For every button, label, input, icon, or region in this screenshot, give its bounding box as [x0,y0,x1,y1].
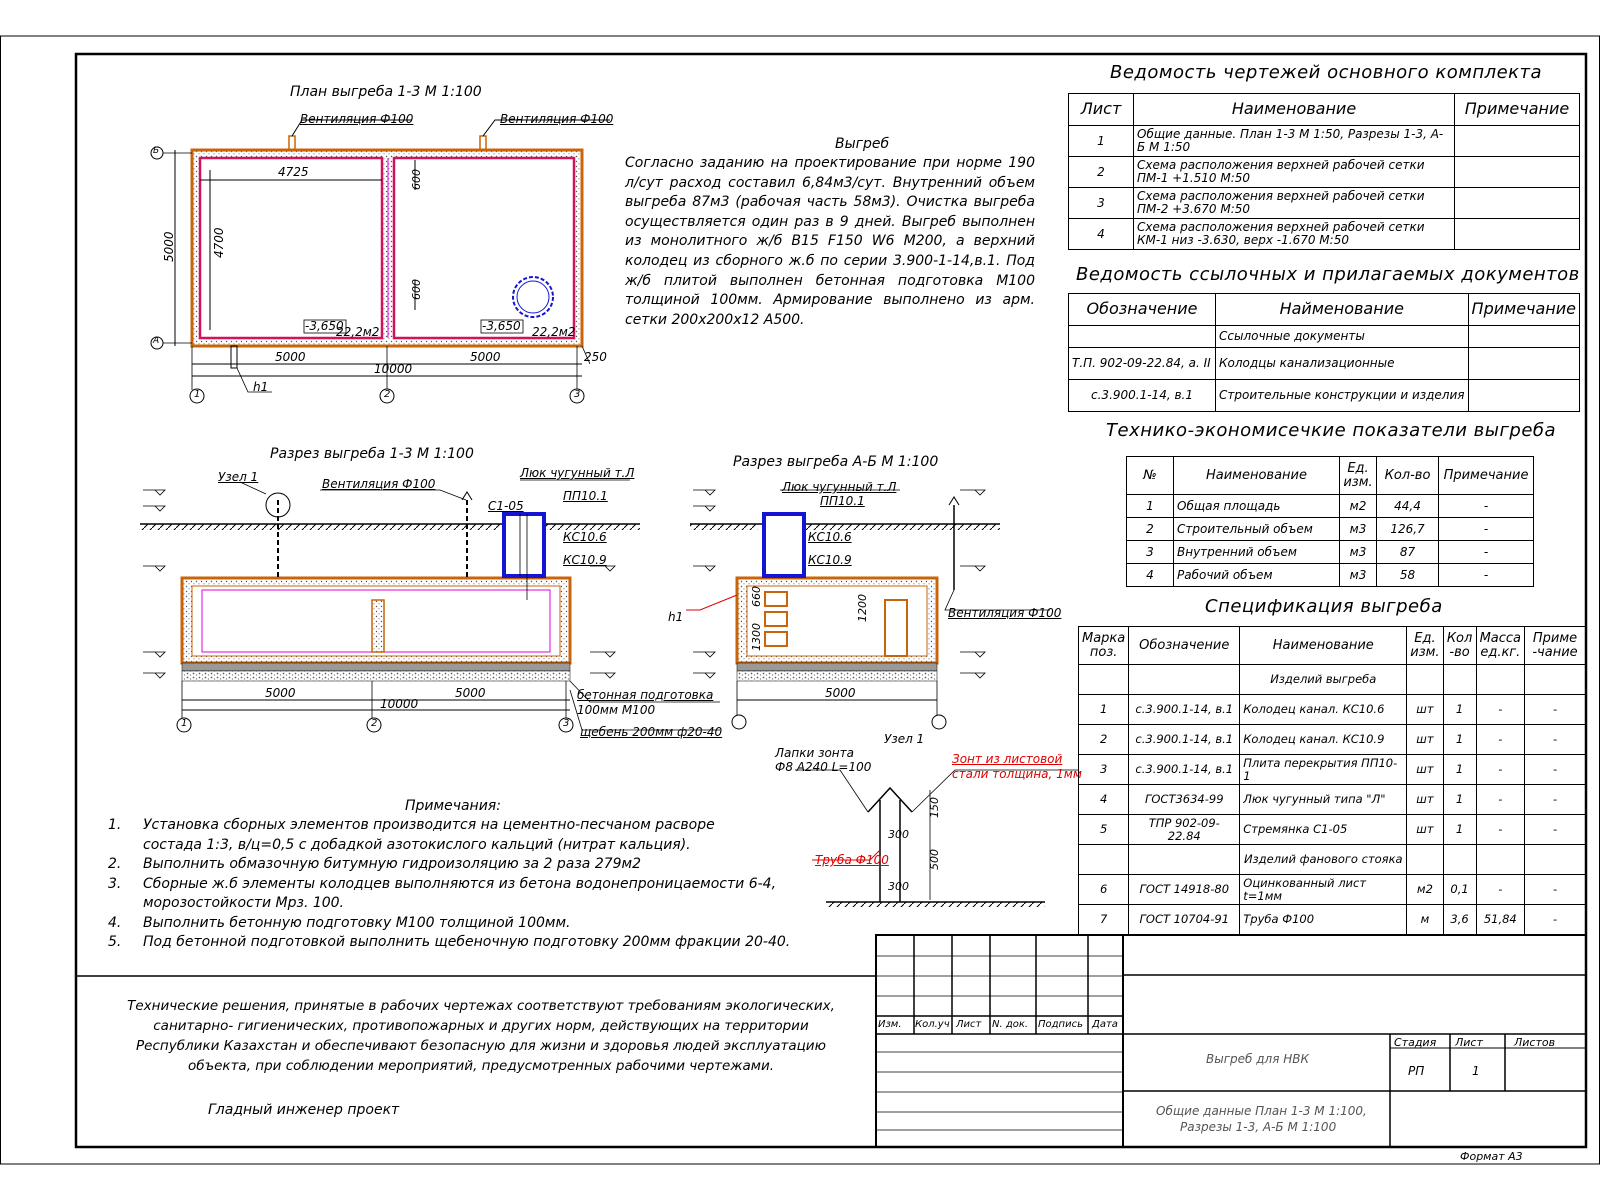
cell: Рабочий объем [1174,564,1340,587]
cell: - [1476,695,1524,725]
spec-row [1079,755,1586,785]
note-line [108,875,828,895]
section13-dim-total: 10000 [380,697,419,711]
note-line [108,914,828,934]
cell: Оцинкованный лист t=1мм [1240,875,1407,905]
plan-area-left: 22,2м2 [336,325,380,339]
cell: 1 [1443,815,1476,845]
compliance-line: объекта, при соблюдении мероприятий, предусмотренных рабочими чертежами. [187,1058,775,1074]
note-text: Выполнить обмазочную битумную гидроизоляцию за 2 раза 279м2 [143,856,642,872]
plan-axis-3: 3 [574,389,581,400]
cell: 3 [1069,188,1134,219]
section13-node: Узел 1 [218,470,259,484]
stamp-col-signature: Подпись [1038,1019,1083,1030]
cell: 51,84 [1476,905,1524,935]
cell [1443,845,1476,875]
note-line [108,855,828,875]
cell: м2 [1407,875,1443,905]
refs-header-designation: Обозначение [1069,294,1216,326]
refs-row [1069,348,1580,380]
plan-dim-height-outer: 5000 [162,231,176,262]
note-text: Сборные ж.б элементы колодцев выполняются из бетона водонепроницаемости 6-4, [143,875,777,892]
section13-title: Разрез выгреба 1-3 М 1:100 [270,446,474,462]
note-text: Установка сборных элементов производится на цементно-песчаном расворе [143,817,715,833]
refs-row [1069,380,1580,412]
cell [1407,665,1443,695]
cell: - [1525,755,1586,785]
note-text: Под бетонной подготовкой выполнить щебеночную подготовку 200мм фракции 20-40. [143,934,791,950]
section13-hatch: Люк чугунный т.Л [520,466,635,480]
cell: Т.П. 902-09-22.84, а. II [1069,348,1216,380]
cell: 3,6 [1443,905,1476,935]
cell: - [1476,875,1524,905]
cell: Люк чугунный типа "Л" [1240,785,1407,815]
plan-dim-opening-top: 600 [410,169,423,190]
spec-table [1078,626,1586,935]
cell: шт [1407,725,1443,755]
stamp-col-sheet: Лист [956,1019,982,1030]
note-text: Выполнить бетонную подготовку М100 толщиной 100мм. [143,914,571,931]
node1-umbrella: Зонт из листовой [952,752,1063,766]
cell: ГОСТ 14918-80 [1129,875,1240,905]
plan-level-right: -3,650 [482,319,521,333]
node1-paws: Лапки зонта [775,746,854,760]
cell: - [1476,755,1524,785]
format-label: Формат А3 [1460,1150,1523,1163]
node1-d300b: 300 [888,880,909,893]
note-line [108,894,828,914]
plan-dim-offset: 250 [584,350,607,364]
cell: - [1476,725,1524,755]
cell: ГОСТ 10704-91 [1129,905,1240,935]
compliance-line: санитарно- гигиенических, противопожарных и других норм, действующих на территории [153,1018,809,1034]
description-title: Выгреб [835,136,890,152]
stamp-stage-value: РП [1408,1064,1425,1078]
drawings-header-sheet: Лист [1069,94,1134,126]
cell [1455,188,1580,219]
section13-concrete-prep: бетонная подготовка [577,688,714,702]
cell: с.3.900.1-14, в.1 [1129,725,1240,755]
cell: - [1439,495,1534,518]
cell: Плита перекрытия ПП10-1 [1240,755,1407,785]
spec-group-label: Изделий фанового стояка [1240,845,1407,875]
drawings-row [1069,126,1580,157]
plan-level-left: -3,650 [305,319,344,333]
sectionab-vent: Вентиляция Ф100 [948,606,1062,620]
plan-axis-a: А [153,336,160,346]
cell: Строительные конструкции и изделия [1216,380,1469,412]
cell: - [1525,905,1586,935]
cell: - [1476,815,1524,845]
plan-dim-total: 10000 [374,362,413,376]
cell: шт [1407,695,1443,725]
spec-header-qty: Кол -во [1443,627,1476,665]
cell: Колодец канал. КС10.9 [1240,725,1407,755]
section13-gravel: щебень 200мм ф20-40 [580,725,723,739]
cell: - [1525,815,1586,845]
drawings-row [1069,219,1580,250]
cell: ТПР 902-09-22.84 [1129,815,1240,845]
note-number [108,836,143,856]
cell: 4 [1079,785,1129,815]
cell: Схема расположения верхней рабочей сетки ПМ-1 +1.510 М:50 [1134,157,1455,188]
cell: 1 [1443,755,1476,785]
spec-header-note: Приме -чание [1525,627,1586,665]
note-number: 5. [108,934,122,950]
cell: 2 [1069,157,1134,188]
cell: 0,1 [1443,875,1476,905]
cell: Строительный объем [1174,518,1340,541]
plan-vent-left-label: Вентиляция Ф100 [300,112,414,126]
node1-d300: 300 [888,828,909,841]
spec-row [1079,725,1586,755]
cell [1079,665,1129,695]
cell: Схема расположения верхней рабочей сетки ПМ-2 +3.670 М:50 [1134,188,1455,219]
note-text: морозостойкости Мрз. 100. [143,895,345,911]
sectionab-d1300: 1300 [750,623,763,651]
refs-table [1068,293,1580,412]
refs-title: Ведомость ссылочных и прилагаемых документов [1076,264,1580,285]
drawings-row [1069,157,1580,188]
section13-axis-3: 3 [563,718,570,729]
node1-umbrella2: стали толщина, 1мм [952,767,1082,781]
cell [1079,845,1129,875]
cell [1476,845,1524,875]
sectionab-d660: 660 [750,586,763,607]
cell: - [1439,541,1534,564]
plan-dim-left: 5000 [275,350,306,364]
node1-paws2: Ф8 А240 L=100 [775,760,872,774]
spec-header-mass: Масса ед.кг. [1476,627,1524,665]
plan-area-right: 22,2м2 [532,325,576,339]
cell: - [1439,518,1534,541]
cell: 4 [1069,219,1134,250]
description-text: Согласно заданию на проектирование при норме 190 л/сут расход составил 6,84м3/сут. Внутренний объем выгреба 87м3 (рабочая часть 58м3). Очистка выгреба осуществляется один раз в 9 дней. Выгреб выполнен из монолитного ж/б В15 F150 W6 М200, а верхний колодец из сборного ж.б по серии 3.900-1-14,в.1. Под ж/б плитой выполнен бетонная подготовка М100 толщиной 100мм. Армирование выполнено из арм. сетки 200х200х12 А500. [625,155,1035,328]
cell: 3 [1079,755,1129,785]
note-number: 4. [108,914,122,931]
spec-group-label: Изделий выгреба [1240,665,1407,695]
cell [1407,845,1443,875]
cell: 2 [1127,518,1174,541]
cell: 1 [1079,695,1129,725]
stamp-sheet-value: 1 [1472,1064,1480,1078]
node1-pipe: Труба Ф100 [815,853,889,867]
cell: м3 [1340,541,1377,564]
cell: 1 [1443,725,1476,755]
stamp-sheets-label: Листов [1514,1036,1556,1049]
cell: шт [1407,785,1443,815]
plan-dim-inner-width: 4725 [278,165,309,179]
stamp-drawing-title-1: Общие данные План 1-3 М 1:100, [1156,1104,1367,1118]
tep-header-qty: Кол-во [1377,457,1439,495]
note-line [108,816,828,836]
cell: шт [1407,815,1443,845]
refs-subheader: Ссылочные документы [1216,326,1469,348]
spec-header-mark: Марка поз. [1079,627,1129,665]
cell [1455,126,1580,157]
tep-row [1127,564,1534,587]
cell: 44,4 [1377,495,1439,518]
section13-axis-1: 1 [181,718,188,729]
cell: шт [1407,755,1443,785]
tep-header-name: Наименование [1174,457,1340,495]
cell [1525,845,1586,875]
sectionab-ring1: КС10.6 [808,530,852,544]
cell: м [1407,905,1443,935]
notes-list [108,816,828,953]
cell [1455,219,1580,250]
stamp-col-rev: Изм. [878,1019,902,1030]
section13-dim-right: 5000 [455,686,486,700]
sectionab-d1200: 1200 [856,594,869,622]
sectionab-dim: 5000 [825,686,856,700]
cell [1476,665,1524,695]
cell: - [1525,785,1586,815]
node1-title: Узел 1 [884,732,925,746]
spec-row [1079,905,1586,935]
node1-d150: 150 [928,797,941,818]
cell: Колодец канал. КС10.6 [1240,695,1407,725]
cell: с.3.900.1-14, в.1 [1129,755,1240,785]
plan-axis-b: Б [153,146,160,156]
stamp-col-qty: Кол.уч [915,1019,950,1030]
notes-title: Примечания: [405,798,501,814]
sectionab-plate: ПП10.1 [820,494,865,508]
cell [1525,665,1586,695]
section13-axis-2: 2 [371,718,378,729]
sectionab-hatch: Люк чугунный т.Л [782,480,897,494]
spec-header-unit: Ед. изм. [1407,627,1443,665]
cell: Схема расположения верхней рабочей сетки КМ-1 низ -3.630, верх -1.670 М:50 [1134,219,1455,250]
plan-axis-1: 1 [194,389,201,400]
cell: Общие данные. План 1-3 М 1:50, Разрезы 1-3, А-Б М 1:50 [1134,126,1455,157]
tep-row [1127,495,1534,518]
cell: 3 [1127,541,1174,564]
cell [1129,665,1240,695]
section13-ring1: КС10.6 [563,530,607,544]
cell: с.3.900.1-14, в.1 [1129,695,1240,725]
cell: Труба Ф100 [1240,905,1407,935]
section13-concrete-prep2: 100мм М100 [577,703,656,717]
section13-ring2: КС10.9 [563,553,607,567]
plan-node-label: h1 [253,380,269,394]
tep-header-unit: Ед. изм. [1340,457,1377,495]
cell: 1 [1069,126,1134,157]
drawings-header-note: Примечание [1455,94,1580,126]
plan-dim-right: 5000 [470,350,501,364]
note-number [108,894,143,914]
section13-ladder: С1-05 [488,499,524,513]
cell: 1 [1127,495,1174,518]
cell: 1 [1443,695,1476,725]
cell: м3 [1340,564,1377,587]
cell [1443,665,1476,695]
sectionab-ring2: КС10.9 [808,553,852,567]
note-number: 1. [108,817,122,833]
cell: ГОСТ3634-99 [1129,785,1240,815]
section13-plate: ПП10.1 [563,489,608,503]
cell: Внутренний объем [1174,541,1340,564]
plan-axis-2: 2 [384,389,391,400]
spec-row [1079,785,1586,815]
refs-header-name: Найменование [1216,294,1469,326]
compliance-statement [96,996,866,1076]
node-1-drawing [795,770,1078,907]
stamp-stage-label: Стадия [1394,1036,1437,1049]
tep-row [1127,541,1534,564]
spec-header-name: Наименование [1240,627,1407,665]
note-line [108,933,828,953]
compliance-line: Технические решения, принятые в рабочих чертежах соответствуют требованиям экологических, [127,998,835,1014]
spec-row [1079,815,1586,845]
stamp-col-doc: N. док. [992,1019,1029,1030]
cell: 58 [1377,564,1439,587]
cell [1468,348,1579,380]
cell: - [1525,875,1586,905]
cell: - [1525,725,1586,755]
sectionab-h1: h1 [668,610,684,624]
cell: 4 [1127,564,1174,587]
cell: Колодцы канализационные [1216,348,1469,380]
cell [1129,845,1240,875]
cell: 87 [1377,541,1439,564]
cell [1468,380,1579,412]
cell: Общая площадь [1174,495,1340,518]
cell: 6 [1079,875,1129,905]
plan-dim-opening-bottom: 600 [410,279,423,300]
cell: 5 [1079,815,1129,845]
plan-dim-height-inner: 4700 [212,227,226,258]
tep-table [1126,456,1534,587]
note-line [108,836,828,856]
drawings-table [1068,93,1580,250]
cell [1069,326,1216,348]
cell: с.3.900.1-14, в.1 [1069,380,1216,412]
cell [1468,326,1579,348]
spec-row [1079,695,1586,725]
note-number: 3. [108,875,122,892]
cell [1455,157,1580,188]
note-text: состада 1:3, в/ц=0,5 с добадкой азотокислого кальций (нитрат кальция). [143,836,691,853]
tep-header-note: Примечание [1439,457,1534,495]
tep-title: Технико-экономисечкие показатели выгреба [1106,420,1557,441]
refs-header-note: Примечание [1468,294,1579,326]
spec-row [1079,875,1586,905]
stamp-sheet-label: Лист [1455,1036,1483,1049]
plan-vent-right-label: Вентиляция Ф100 [500,112,614,126]
note-number: 2. [108,856,122,872]
cell: м3 [1340,518,1377,541]
compliance-line: Республики Казахстан и обеспечивают безопасную для жизни и здоровья людей эксплуатацию [136,1038,826,1054]
stamp-col-date: Дата [1092,1019,1118,1030]
section13-vent: Вентиляция Ф100 [322,477,436,491]
cell: 126,7 [1377,518,1439,541]
tep-header-num: № [1127,457,1174,495]
stamp-object-name: Выгреб для НВК [1206,1052,1310,1066]
drawings-title: Ведомость чертежей основного комплекта [1110,62,1543,83]
plan-title: План выгреба 1-3 М 1:100 [290,84,482,100]
cell: м2 [1340,495,1377,518]
spec-header-designation: Обозначение [1129,627,1240,665]
plan-drawing [151,120,610,403]
cell: 2 [1079,725,1129,755]
node1-d500: 500 [928,849,941,870]
section13-dim-left: 5000 [265,686,296,700]
sectionab-title: Разрез выгреба А-Б М 1:100 [733,454,939,470]
chief-engineer-label: Гладный инженер проект [208,1102,400,1118]
drawings-header-name: Наименование [1134,94,1455,126]
tep-row [1127,518,1534,541]
cell: 7 [1079,905,1129,935]
cell: - [1476,785,1524,815]
cell: - [1525,695,1586,725]
drawings-row [1069,188,1580,219]
cell: 1 [1443,785,1476,815]
cell: Стремянка С1-05 [1240,815,1407,845]
spec-title: Спецификация выгреба [1205,596,1443,617]
cell: - [1439,564,1534,587]
stamp-drawing-title-2: Разрезы 1-3, А-Б М 1:100 [1180,1120,1337,1134]
